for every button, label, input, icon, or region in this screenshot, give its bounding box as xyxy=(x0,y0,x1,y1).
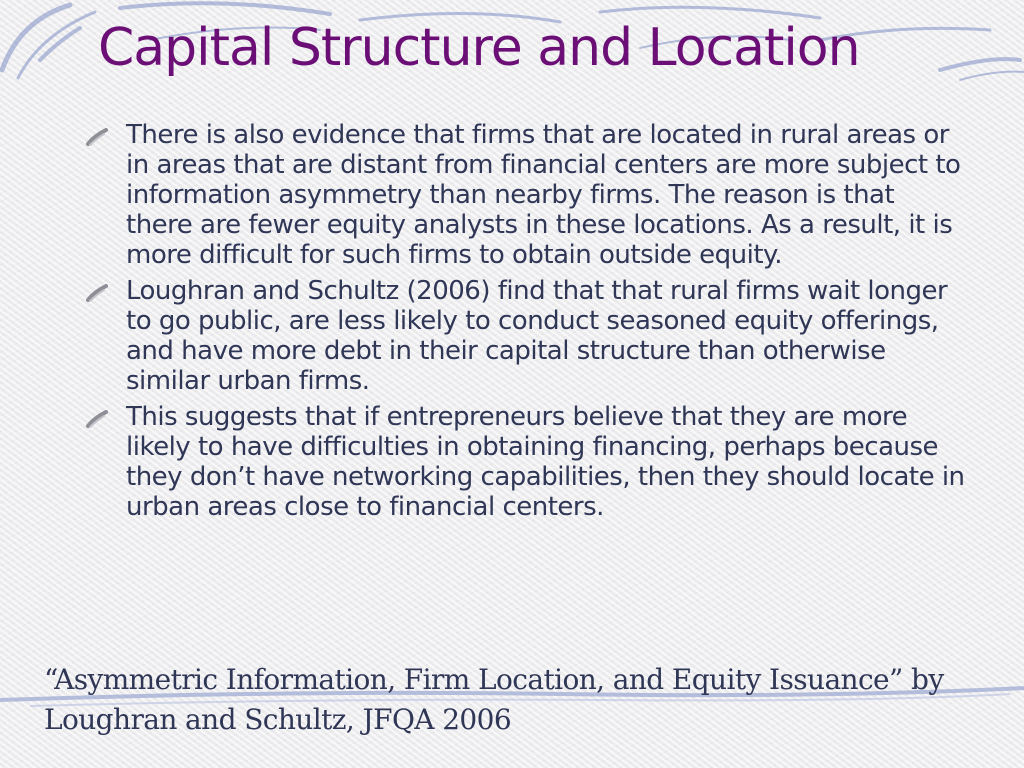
bullet-text: Loughran and Schultz (2006) find that that rural firms wait longer to go public, are less likely to conduct seasoned equity offerings, and have more debt in their capital structure than otherwise similar urban firms. xyxy=(126,276,948,396)
slide-title: Capital Structure and Location xyxy=(98,18,860,78)
bullet-item xyxy=(86,402,966,522)
bullet-item xyxy=(86,120,966,270)
bullet-list xyxy=(86,120,966,528)
citation-text: “Asymmetric Information, Firm Location, and Equity Issuance” by Loughran and Schultz, JFQA 2006 xyxy=(44,663,944,736)
brush-stroke-bullet-icon xyxy=(86,128,108,146)
brush-stroke-bullet-icon xyxy=(86,410,108,428)
brush-stroke-bullet-icon xyxy=(86,284,108,302)
bullet-text: There is also evidence that firms that are located in rural areas or in areas that are distant from financial centers are more subject to information asymmetry than nearby firms. The reason is that there are fewer equity analysts in these locations. As a result, it is more difficult for such firms to obtain outside equity. xyxy=(126,120,961,270)
bullet-item xyxy=(86,276,966,396)
bullet-text: This suggests that if entrepreneurs believe that they are more likely to have difficulties in obtaining financing, perhaps because they don’t have networking capabilities, then they should locate in urban areas close to financial centers. xyxy=(126,402,965,522)
